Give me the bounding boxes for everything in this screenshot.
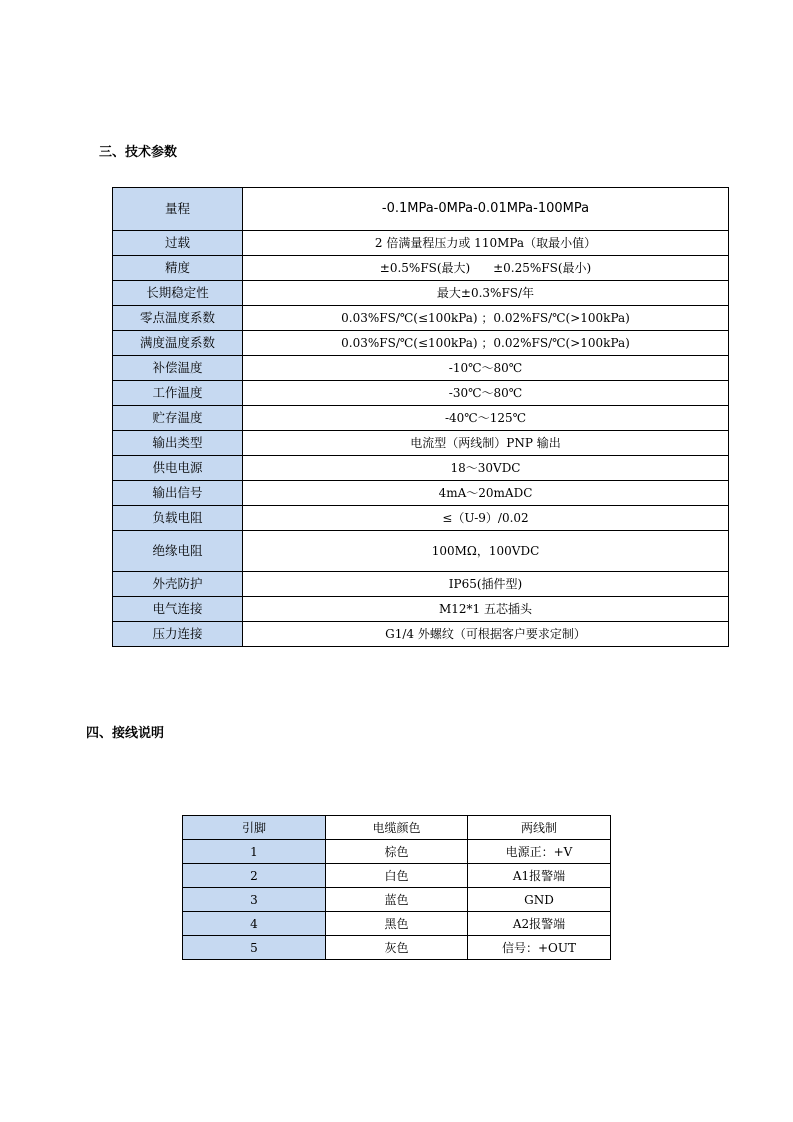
spec-row (113, 381, 729, 406)
spec-row (113, 306, 729, 331)
spec-value: 18～30VDC (243, 456, 729, 481)
spec-row (113, 256, 729, 281)
function-cell: A2报警端 (468, 912, 611, 936)
spec-value: -30℃～80℃ (243, 381, 729, 406)
spec-row (113, 572, 729, 597)
function-cell: A1报警端 (468, 864, 611, 888)
pin-cell: 4 (183, 912, 326, 936)
spec-value: 最大±0.3%FS/年 (243, 281, 729, 306)
spec-value: M12*1 五芯插头 (243, 597, 729, 622)
spec-label: 供电电源 (113, 456, 243, 481)
spec-value: 4mA～20mADC (243, 481, 729, 506)
table-row (183, 912, 611, 936)
spec-label: 零点温度系数 (113, 306, 243, 331)
spec-value: -10℃～80℃ (243, 356, 729, 381)
wiring-table (182, 815, 611, 960)
header-pin: 引脚 (183, 816, 326, 840)
spec-label: 补偿温度 (113, 356, 243, 381)
spec-table (112, 187, 729, 647)
spec-row (113, 281, 729, 306)
spec-value: G1/4 外螺纹（可根据客户要求定制） (243, 622, 729, 647)
spec-value: IP65(插件型) (243, 572, 729, 597)
spec-label: 电气连接 (113, 597, 243, 622)
color-cell: 蓝色 (326, 888, 468, 912)
spec-label: 过载 (113, 231, 243, 256)
spec-label: 负载电阻 (113, 506, 243, 531)
spec-value: -0.1MPa-0MPa-0.01MPa-100MPa (243, 188, 729, 231)
spec-label: 外壳防护 (113, 572, 243, 597)
function-cell: GND (468, 888, 611, 912)
spec-value: 100MΩ，100VDC (243, 531, 729, 572)
spec-row (113, 231, 729, 256)
color-cell: 棕色 (326, 840, 468, 864)
spec-label: 长期稳定性 (113, 281, 243, 306)
spec-label: 精度 (113, 256, 243, 281)
spec-value: 2 倍满量程压力或 110MPa（取最小值） (243, 231, 729, 256)
spec-label: 绝缘电阻 (113, 531, 243, 572)
section-heading-wiring: 四、接线说明 (86, 726, 165, 741)
header-cable-color: 电缆颜色 (326, 816, 468, 840)
spec-value: 0.03%FS/℃(≤100kPa) ；0.02%FS/℃(>100kPa) (243, 306, 729, 331)
spec-label: 贮存温度 (113, 406, 243, 431)
spec-row (113, 188, 729, 231)
spec-value: ≤（U-9）/0.02 (243, 506, 729, 531)
spec-row (113, 456, 729, 481)
function-cell: 信号：+OUT (468, 936, 611, 960)
spec-label: 满度温度系数 (113, 331, 243, 356)
spec-row (113, 622, 729, 647)
table-row (183, 888, 611, 912)
spec-label: 压力连接 (113, 622, 243, 647)
spec-value: -40℃～125℃ (243, 406, 729, 431)
spec-row (113, 331, 729, 356)
spec-row (113, 356, 729, 381)
pin-cell: 1 (183, 840, 326, 864)
spec-row (113, 506, 729, 531)
pin-cell: 3 (183, 888, 326, 912)
table-row (183, 840, 611, 864)
wiring-header-row (183, 816, 611, 840)
spec-label: 工作温度 (113, 381, 243, 406)
table-row (183, 864, 611, 888)
spec-row (113, 431, 729, 456)
color-cell: 黑色 (326, 912, 468, 936)
spec-value: 0.03%FS/℃(≤100kPa) ；0.02%FS/℃(>100kPa) (243, 331, 729, 356)
section-heading-tech-params: 三、技术参数 (99, 145, 178, 160)
header-two-wire: 两线制 (468, 816, 611, 840)
spec-value: ±0.5%FS(最大) ±0.25%FS(最小) (243, 256, 729, 281)
table-row (183, 936, 611, 960)
spec-label: 量程 (113, 188, 243, 231)
pin-cell: 5 (183, 936, 326, 960)
spec-row (113, 481, 729, 506)
spec-label: 输出类型 (113, 431, 243, 456)
pin-cell: 2 (183, 864, 326, 888)
spec-row (113, 406, 729, 431)
color-cell: 白色 (326, 864, 468, 888)
spec-row (113, 531, 729, 572)
spec-row (113, 597, 729, 622)
color-cell: 灰色 (326, 936, 468, 960)
spec-label: 输出信号 (113, 481, 243, 506)
spec-value: 电流型（两线制）PNP 输出 (243, 431, 729, 456)
function-cell: 电源正：+V (468, 840, 611, 864)
